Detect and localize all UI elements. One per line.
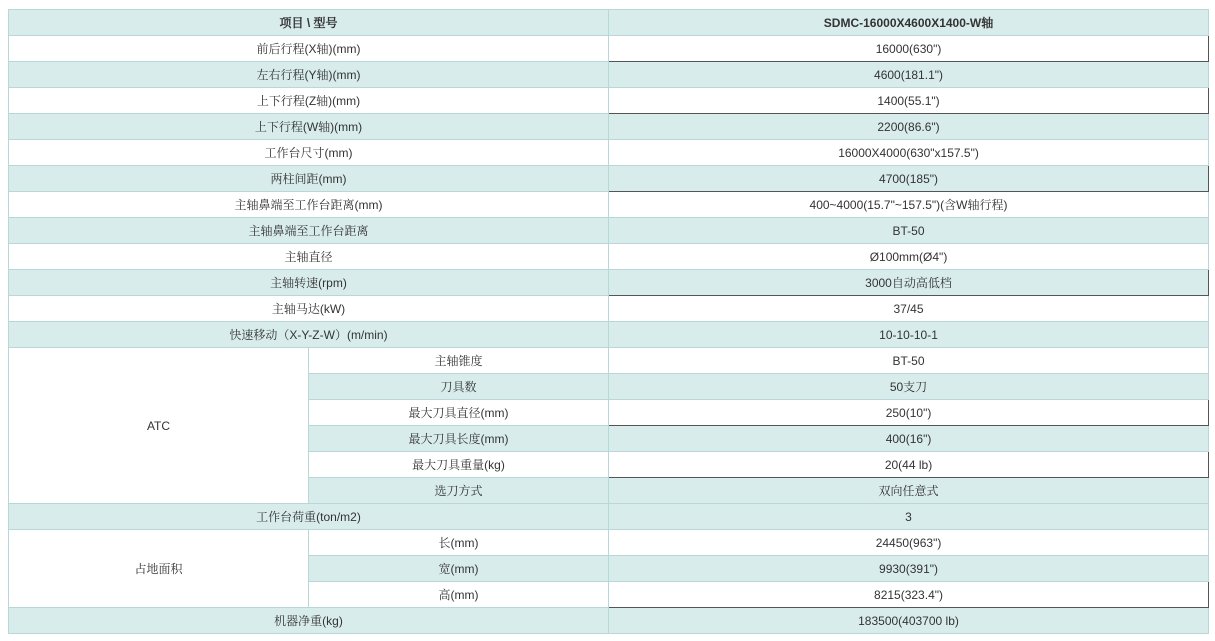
table-row xyxy=(9,62,1209,88)
table-row xyxy=(9,114,1209,140)
table-row xyxy=(9,244,1209,270)
row-value: 3 xyxy=(609,504,1209,530)
table-row xyxy=(9,218,1209,244)
table-row xyxy=(9,296,1209,322)
header-item-cell: 项目 \ 型号 xyxy=(9,10,609,36)
row-label: 机器净重(kg) xyxy=(9,608,609,634)
footprint-sub-label: 长(mm) xyxy=(309,530,609,556)
atc-row xyxy=(9,348,1209,374)
table-row xyxy=(9,88,1209,114)
row-value: 16000(630") xyxy=(609,36,1209,62)
row-value: 400~4000(15.7"~157.5")(含W轴行程) xyxy=(609,192,1209,218)
row-value: BT-50 xyxy=(609,218,1209,244)
atc-value: 20(44 lb) xyxy=(609,452,1209,478)
footprint-sub-label: 宽(mm) xyxy=(309,556,609,582)
atc-group-label: ATC xyxy=(9,348,309,504)
table-row xyxy=(9,140,1209,166)
row-label: 两柱间距(mm) xyxy=(9,166,609,192)
footprint-sub-label: 高(mm) xyxy=(309,582,609,608)
row-label: 主轴直径 xyxy=(9,244,609,270)
row-value: 37/45 xyxy=(609,296,1209,322)
table-row xyxy=(9,322,1209,348)
row-label: 快速移动（X-Y-Z-W）(m/min) xyxy=(9,322,609,348)
row-label: 主轴转速(rpm) xyxy=(9,270,609,296)
footprint-value: 9930(391") xyxy=(609,556,1209,582)
row-value: 1400(55.1") xyxy=(609,88,1209,114)
atc-value: 50支刀 xyxy=(609,374,1209,400)
row-label: 上下行程(Z轴)(mm) xyxy=(9,88,609,114)
atc-value: 250(10") xyxy=(609,400,1209,426)
atc-value: BT-50 xyxy=(609,348,1209,374)
row-label: 主轴鼻端至工作台距离(mm) xyxy=(9,192,609,218)
row-value: 183500(403700 lb) xyxy=(609,608,1209,634)
row-label: 左右行程(Y轴)(mm) xyxy=(9,62,609,88)
row-value: 3000自动高低档 xyxy=(609,270,1209,296)
footprint-group-label: 占地面积 xyxy=(9,530,309,608)
row-label: 主轴鼻端至工作台距离 xyxy=(9,218,609,244)
table-row xyxy=(9,270,1209,296)
footprint-value: 8215(323.4") xyxy=(609,582,1209,608)
header-row xyxy=(9,10,1209,36)
row-value: Ø100mm(Ø4") xyxy=(609,244,1209,270)
spec-table xyxy=(8,9,1209,634)
row-label: 工作台尺寸(mm) xyxy=(9,140,609,166)
row-label: 工作台荷重(ton/m2) xyxy=(9,504,609,530)
atc-sub-label: 最大刀具重量(kg) xyxy=(309,452,609,478)
footprint-row xyxy=(9,530,1209,556)
row-label: 主轴马达(kW) xyxy=(9,296,609,322)
atc-sub-label: 刀具数 xyxy=(309,374,609,400)
atc-sub-label: 最大刀具长度(mm) xyxy=(309,426,609,452)
footprint-value: 24450(963") xyxy=(609,530,1209,556)
table-row xyxy=(9,166,1209,192)
table-row xyxy=(9,192,1209,218)
table-row xyxy=(9,608,1209,634)
table-row xyxy=(9,36,1209,62)
atc-sub-label: 主轴锥度 xyxy=(309,348,609,374)
row-label: 上下行程(W轴)(mm) xyxy=(9,114,609,140)
atc-sub-label: 选刀方式 xyxy=(309,478,609,504)
row-value: 2200(86.6") xyxy=(609,114,1209,140)
row-value: 16000X4000(630"x157.5") xyxy=(609,140,1209,166)
row-label: 前后行程(X轴)(mm) xyxy=(9,36,609,62)
atc-value: 400(16") xyxy=(609,426,1209,452)
spec-table-wrapper xyxy=(8,9,1209,634)
row-value: 4700(185") xyxy=(609,166,1209,192)
row-value: 10-10-10-1 xyxy=(609,322,1209,348)
atc-value: 双向任意式 xyxy=(609,478,1209,504)
atc-sub-label: 最大刀具直径(mm) xyxy=(309,400,609,426)
row-value: 4600(181.1") xyxy=(609,62,1209,88)
table-row xyxy=(9,504,1209,530)
header-model-cell: SDMC-16000X4600X1400-W轴 xyxy=(609,10,1209,36)
